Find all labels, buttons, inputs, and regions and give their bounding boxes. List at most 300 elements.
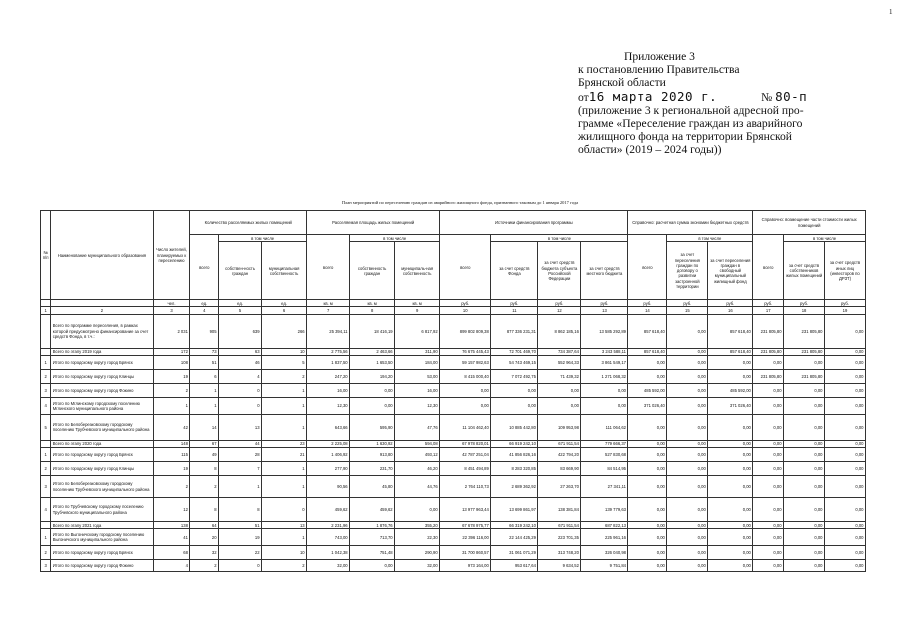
value-cell: 115 bbox=[153, 448, 190, 462]
area-private-header: собственность граждан bbox=[350, 242, 395, 300]
value-cell: 0,00 bbox=[538, 383, 581, 397]
value-cell: 194,20 bbox=[350, 369, 395, 383]
value-cell: 0,00 bbox=[708, 462, 753, 476]
municipality-name: Итого по городскому округу город Брянск bbox=[51, 448, 153, 462]
column-number-cell: 12 bbox=[538, 307, 581, 314]
appendix-header bbox=[578, 50, 888, 157]
value-cell: 5 bbox=[262, 355, 307, 369]
value-cell: 72 701 469,70 bbox=[491, 348, 538, 355]
value-cell: 905 bbox=[190, 314, 219, 348]
value-cell: 0,00 bbox=[628, 448, 667, 462]
value-cell: 41 bbox=[153, 529, 190, 546]
value-cell: 290,90 bbox=[395, 546, 440, 560]
value-cell: 0,00 bbox=[825, 522, 866, 529]
value-cell: 1 bbox=[190, 383, 219, 397]
value-cell: 485 592,00 bbox=[708, 383, 753, 397]
value-cell: 2 bbox=[190, 476, 219, 498]
value-cell: 0,00 bbox=[350, 560, 395, 572]
value-cell: 0,00 bbox=[581, 383, 628, 397]
value-cell: 18 416,19 bbox=[350, 314, 395, 348]
handwritten-date: 16 марта 2020 г. bbox=[588, 88, 718, 104]
value-cell: 0,00 bbox=[667, 560, 708, 572]
value-cell: 0,00 bbox=[667, 314, 708, 348]
table-title: План мероприятий по переселению граждан из аварийного жилищного фонда, признанного таковым до 1 января 2017 года bbox=[341, 200, 579, 205]
value-cell: 4 bbox=[153, 560, 190, 572]
municipality-name: Итого по Трубчевскому городскому поселению Трубчевского муниципального района bbox=[51, 498, 153, 522]
value-cell: 71 439,32 bbox=[538, 369, 581, 383]
value-cell: 31 700 860,57 bbox=[440, 546, 491, 560]
column-number-cell: 11 bbox=[491, 307, 538, 314]
value-cell: 2 225,08 bbox=[307, 440, 350, 447]
value-cell: 12 bbox=[153, 498, 190, 522]
value-cell: 0,00 bbox=[825, 355, 866, 369]
value-cell: 247,20 bbox=[307, 369, 350, 383]
value-cell: 0,00 bbox=[784, 522, 825, 529]
value-cell: 225 961,16 bbox=[581, 529, 628, 546]
value-cell: 2 764 110,73 bbox=[440, 476, 491, 498]
row-number bbox=[41, 348, 51, 355]
row-number: 2 bbox=[41, 546, 51, 560]
unit-cell: руб. bbox=[667, 300, 708, 307]
unit-cell: ед. bbox=[262, 300, 307, 307]
value-cell: 8 bbox=[219, 498, 262, 522]
value-cell: 20 bbox=[190, 529, 219, 546]
value-cell: 44 bbox=[219, 440, 262, 447]
value-cell: 1 bbox=[262, 529, 307, 546]
area-incl-header: в том числе bbox=[350, 235, 440, 242]
value-cell: 0,00 bbox=[708, 369, 753, 383]
value-cell: 27 263,70 bbox=[538, 476, 581, 498]
municipality-name: Итого по городскому округу город Клинцы bbox=[51, 369, 153, 383]
col-header-number: № п/п bbox=[41, 211, 51, 300]
value-cell: 0,00 bbox=[784, 476, 825, 498]
column-number-cell: 17 bbox=[753, 307, 784, 314]
value-cell: 0,00 bbox=[628, 414, 667, 440]
value-cell: 0,00 bbox=[753, 462, 784, 476]
value-cell: 671 911,54 bbox=[538, 522, 581, 529]
column-number-cell: 16 bbox=[708, 307, 753, 314]
value-cell: 0,00 bbox=[753, 355, 784, 369]
table-row bbox=[41, 476, 866, 498]
date-prefix: от bbox=[578, 90, 589, 104]
unit-cell: руб. bbox=[628, 300, 667, 307]
rooms-private-header: собствен-ность граждан bbox=[219, 242, 262, 300]
table-row bbox=[41, 448, 866, 462]
value-cell: 22 144 425,29 bbox=[491, 529, 538, 546]
table-body bbox=[41, 314, 866, 572]
row-number: 3 bbox=[41, 560, 51, 572]
column-number-cell: 3 bbox=[153, 307, 190, 314]
value-cell: 49 bbox=[190, 448, 219, 462]
value-cell: 51 bbox=[190, 355, 219, 369]
value-cell: 0,00 bbox=[784, 440, 825, 447]
column-number-cell: 8 bbox=[350, 307, 395, 314]
unit-cell: ед. bbox=[219, 300, 262, 307]
row-number: 4 bbox=[41, 498, 51, 522]
value-cell: 0 bbox=[219, 383, 262, 397]
value-cell: 25 394,11 bbox=[307, 314, 350, 348]
header-line-date bbox=[578, 90, 888, 104]
value-cell: 0,00 bbox=[628, 355, 667, 369]
value-cell: 8 862 185,16 bbox=[538, 314, 581, 348]
table-row bbox=[41, 355, 866, 369]
unit-cell: чел. bbox=[153, 300, 190, 307]
value-cell: 0,00 bbox=[708, 476, 753, 498]
value-cell: 2 231,96 bbox=[307, 522, 350, 529]
value-cell: 41 856 826,16 bbox=[491, 448, 538, 462]
column-number-cell: 2 bbox=[51, 307, 153, 314]
value-cell: 0,00 bbox=[491, 397, 538, 414]
row-number: 3 bbox=[41, 383, 51, 397]
value-cell: 23 bbox=[262, 440, 307, 447]
value-cell: 0,00 bbox=[753, 440, 784, 447]
value-cell: 2 bbox=[262, 560, 307, 572]
value-cell: 899 802 809,38 bbox=[440, 314, 491, 348]
number-label: № bbox=[761, 90, 773, 104]
value-cell: 1 406,92 bbox=[307, 448, 350, 462]
value-cell: 83 669,90 bbox=[538, 462, 581, 476]
value-cell: 594,08 bbox=[395, 440, 440, 447]
value-cell: 0,00 bbox=[825, 414, 866, 440]
unit-cell: руб. bbox=[784, 300, 825, 307]
rooms-total-header: всего bbox=[190, 235, 219, 300]
unit-cell: кв. м bbox=[395, 300, 440, 307]
value-cell: 313 748,20 bbox=[538, 546, 581, 560]
value-cell: 639 bbox=[219, 314, 262, 348]
value-cell: 27 341,11 bbox=[581, 476, 628, 498]
value-cell: 9 751,84 bbox=[581, 560, 628, 572]
value-cell: 90,56 bbox=[307, 476, 350, 498]
value-cell: 0,00 bbox=[784, 448, 825, 462]
unit-cell: руб. bbox=[538, 300, 581, 307]
value-cell: 1 876,76 bbox=[350, 522, 395, 529]
value-cell: 0,00 bbox=[708, 414, 753, 440]
source-local-header: за счет средств местного бюджета bbox=[581, 242, 628, 300]
column-number-cell: 5 bbox=[219, 307, 262, 314]
value-cell: 231 805,80 bbox=[784, 348, 825, 355]
column-number-cell: 1 bbox=[41, 307, 51, 314]
value-cell: 0,00 bbox=[784, 462, 825, 476]
table-row bbox=[41, 348, 866, 355]
value-cell: 0,00 bbox=[825, 383, 866, 397]
value-cell: 2 bbox=[153, 383, 190, 397]
value-cell: 1 bbox=[262, 397, 307, 414]
value-cell: 231 805,80 bbox=[784, 314, 825, 348]
value-cell: 0,00 bbox=[753, 414, 784, 440]
value-cell: 73 bbox=[190, 348, 219, 355]
table-head bbox=[41, 211, 866, 300]
ref2-incl-header: в том числе bbox=[784, 235, 866, 242]
value-cell: 0,00 bbox=[440, 383, 491, 397]
sources-total-header: всего bbox=[440, 235, 491, 300]
value-cell: 46,20 bbox=[395, 462, 440, 476]
municipality-name: Итого по городскому округу город Фокино bbox=[51, 560, 153, 572]
unit-cell: ед. bbox=[190, 300, 219, 307]
value-cell: 231 805,80 bbox=[753, 369, 784, 383]
row-number bbox=[41, 314, 51, 348]
unit-cell: руб. bbox=[708, 300, 753, 307]
value-cell: 14 bbox=[190, 414, 219, 440]
row-number: 2 bbox=[41, 462, 51, 476]
value-cell: 0,00 bbox=[628, 498, 667, 522]
value-cell: 0,00 bbox=[784, 397, 825, 414]
value-cell: 138 bbox=[153, 522, 190, 529]
value-cell: 913,80 bbox=[350, 448, 395, 462]
col-header-area: Расселяемая площадь жилых помещений bbox=[307, 211, 440, 235]
value-cell: 0,00 bbox=[667, 383, 708, 397]
value-cell: 0,00 bbox=[667, 529, 708, 546]
value-cell: 0,00 bbox=[395, 498, 440, 522]
value-cell: 16,00 bbox=[395, 383, 440, 397]
source-fund-header: за счет средств Фонда bbox=[491, 242, 538, 300]
value-cell: 1 bbox=[153, 397, 190, 414]
unit-cell bbox=[41, 300, 51, 307]
value-cell: 0,00 bbox=[667, 546, 708, 560]
value-cell: 857 618,40 bbox=[628, 348, 667, 355]
municipality-name: Итого по городскому округу город Фокино bbox=[51, 383, 153, 397]
row-number: 1 bbox=[41, 448, 51, 462]
handwritten-number: 80-п bbox=[775, 88, 808, 104]
value-cell: 0,00 bbox=[350, 397, 395, 414]
value-cell: 0,00 bbox=[628, 529, 667, 546]
value-cell: 779 666,37 bbox=[581, 440, 628, 447]
value-cell: 231 805,80 bbox=[753, 314, 784, 348]
municipality-name: Итого по Белоберезковскому городскому поселению Трубчевского муниципального района bbox=[51, 476, 153, 498]
value-cell: 0,00 bbox=[667, 397, 708, 414]
value-cell: 0,00 bbox=[825, 448, 866, 462]
value-cell: 2 031 bbox=[153, 314, 190, 348]
value-cell: 0,00 bbox=[825, 546, 866, 560]
row-number: 5 bbox=[41, 414, 51, 440]
value-cell: 54 743 469,15 bbox=[491, 355, 538, 369]
value-cell: 8 451 494,89 bbox=[440, 462, 491, 476]
table-row bbox=[41, 529, 866, 546]
ref2-total-header: всего bbox=[753, 235, 784, 300]
table-row bbox=[41, 546, 866, 560]
value-cell: 687 822,13 bbox=[581, 522, 628, 529]
header-line-6: грамме «Переселение граждан из аварийного bbox=[578, 117, 803, 131]
value-cell: 0,00 bbox=[784, 560, 825, 572]
value-cell: 42 bbox=[153, 414, 190, 440]
value-cell: 2 775,56 bbox=[307, 348, 350, 355]
value-cell: 953 617,64 bbox=[491, 560, 538, 572]
units-row bbox=[41, 300, 866, 307]
value-cell: 0,00 bbox=[708, 522, 753, 529]
value-cell: 2 bbox=[190, 560, 219, 572]
value-cell: 10 bbox=[262, 546, 307, 560]
value-cell: 0,00 bbox=[825, 397, 866, 414]
value-cell: 6 817,92 bbox=[395, 314, 440, 348]
municipality-name: Итого по Выгоничскому городскому поселению Выгоничского муниципального района bbox=[51, 529, 153, 546]
row-number bbox=[41, 522, 51, 529]
value-cell: 4 bbox=[219, 369, 262, 383]
page-number: 1 bbox=[889, 8, 893, 16]
ref1-incl-header: в том числе bbox=[667, 235, 753, 242]
municipality-name: Всего по этапу 2020 года bbox=[51, 440, 153, 447]
unit-cell: руб. bbox=[440, 300, 491, 307]
unit-cell: кв. м bbox=[350, 300, 395, 307]
value-cell: 0,00 bbox=[708, 560, 753, 572]
value-cell: 84 514,95 bbox=[581, 462, 628, 476]
value-cell: 0,00 bbox=[667, 522, 708, 529]
value-cell: 0,00 bbox=[784, 383, 825, 397]
header-line-7: жилищного фонда на территории Брянской bbox=[578, 130, 793, 144]
value-cell: 6 bbox=[190, 369, 219, 383]
value-cell: 10 885 442,80 bbox=[491, 414, 538, 440]
municipality-name: Итого по Белоберезковскому городскому поселению Трубчевского муниципального района bbox=[51, 414, 153, 440]
value-cell: 0,00 bbox=[708, 546, 753, 560]
value-cell: 0,00 bbox=[753, 498, 784, 522]
value-cell: 0,00 bbox=[753, 546, 784, 560]
value-cell: 7 bbox=[219, 462, 262, 476]
header-line-5: (приложение 3 к региональной адресной про- bbox=[578, 103, 804, 117]
value-cell: 7 072 492,75 bbox=[491, 369, 538, 383]
value-cell: 12,30 bbox=[307, 397, 350, 414]
value-cell: 371 026,40 bbox=[628, 397, 667, 414]
value-cell: 1 837,50 bbox=[307, 355, 350, 369]
value-cell: 0,00 bbox=[825, 440, 866, 447]
col-header-name: Наименование муниципального образования bbox=[51, 211, 153, 300]
value-cell: 485 592,00 bbox=[628, 383, 667, 397]
col-header-reference-compensation: Справочно: возмещение части стоимости жилых помещений bbox=[753, 211, 866, 235]
value-cell: 111 064,62 bbox=[581, 414, 628, 440]
value-cell: 0,00 bbox=[667, 476, 708, 498]
value-cell: 1 271 068,32 bbox=[581, 369, 628, 383]
table-row bbox=[41, 414, 866, 440]
unit-cell: руб. bbox=[825, 300, 866, 307]
value-cell: 1 bbox=[262, 414, 307, 440]
ref1-total-header: всего bbox=[628, 235, 667, 300]
value-cell: 371 026,40 bbox=[708, 397, 753, 414]
ref1-municipal-fund-header: за счет переселения граждан в свободный муниципальный жилищный фонд bbox=[708, 242, 753, 300]
value-cell: 0,00 bbox=[628, 476, 667, 498]
col-header-residents: Число жителей, планируемых к переселению bbox=[153, 211, 190, 300]
table-row bbox=[41, 314, 866, 348]
value-cell: 44,76 bbox=[395, 476, 440, 498]
source-subject-header: за счет средств бюджета субъекта Российской Федерации bbox=[538, 242, 581, 300]
column-number-cell: 10 bbox=[440, 307, 491, 314]
column-number-cell: 14 bbox=[628, 307, 667, 314]
value-cell: 46 bbox=[219, 355, 262, 369]
value-cell: 231,70 bbox=[350, 462, 395, 476]
value-cell: 0,00 bbox=[581, 397, 628, 414]
value-cell: 67 678 975,77 bbox=[440, 522, 491, 529]
value-cell: 1 653,50 bbox=[350, 355, 395, 369]
table-row bbox=[41, 383, 866, 397]
ref1-development-header: за счет переселения граждан по договору о развитии застроенной территории bbox=[667, 242, 708, 300]
header-line-appendix: Приложение 3 bbox=[624, 50, 695, 63]
value-cell: 28 bbox=[219, 448, 262, 462]
value-cell: 857 618,40 bbox=[628, 314, 667, 348]
value-cell: 0,00 bbox=[667, 355, 708, 369]
municipality-name: Итого по городскому округу город Брянск bbox=[51, 355, 153, 369]
value-cell: 0,00 bbox=[825, 529, 866, 546]
value-cell: 422 794,20 bbox=[538, 448, 581, 462]
value-cell: 22 bbox=[219, 546, 262, 560]
value-cell: 32 bbox=[190, 546, 219, 560]
value-cell: 8 283 320,85 bbox=[491, 462, 538, 476]
area-total-header: всего bbox=[307, 235, 350, 300]
ref2-investors-header: за счет средств иных лиц (инвесторов по ДРЗТ) bbox=[825, 242, 866, 300]
table-row bbox=[41, 397, 866, 414]
value-cell: 231 805,80 bbox=[753, 348, 784, 355]
value-cell: 0,00 bbox=[708, 440, 753, 447]
value-cell: 0,00 bbox=[538, 397, 581, 414]
value-cell: 743,00 bbox=[307, 529, 350, 546]
col-header-sources: Источники финансирования программы bbox=[440, 211, 628, 235]
value-cell: 13 977 963,44 bbox=[440, 498, 491, 522]
value-cell: 671 911,54 bbox=[538, 440, 581, 447]
ref2-owners-header: за счет средств собственников жилых помещений bbox=[784, 242, 825, 300]
value-cell: 311,90 bbox=[395, 348, 440, 355]
unit-cell: руб. bbox=[491, 300, 538, 307]
value-cell: 16,00 bbox=[307, 383, 350, 397]
value-cell: 8 bbox=[190, 462, 219, 476]
value-cell: 76 675 445,43 bbox=[440, 348, 491, 355]
value-cell: 0,00 bbox=[784, 546, 825, 560]
header-line-8: области» (2019 – 2024 годы)) bbox=[578, 143, 722, 157]
value-cell: 13 bbox=[262, 522, 307, 529]
value-cell: 13 585 292,89 bbox=[581, 314, 628, 348]
value-cell: 0,00 bbox=[667, 448, 708, 462]
value-cell: 713,70 bbox=[350, 529, 395, 546]
area-municipal-header: муниципаль-ная собственность bbox=[395, 242, 440, 300]
value-cell: 47,76 bbox=[395, 414, 440, 440]
column-number-cell: 7 bbox=[307, 307, 350, 314]
value-cell: 32,00 bbox=[307, 560, 350, 572]
value-cell: 527 830,68 bbox=[581, 448, 628, 462]
value-cell: 231 805,80 bbox=[784, 369, 825, 383]
row-number: 2 bbox=[41, 369, 51, 383]
value-cell: 9 634,52 bbox=[538, 560, 581, 572]
table-row bbox=[41, 498, 866, 522]
value-cell: 59 157 982,63 bbox=[440, 355, 491, 369]
value-cell: 68 bbox=[153, 546, 190, 560]
column-number-cell: 13 bbox=[581, 307, 628, 314]
column-numbers-row bbox=[41, 307, 866, 314]
table-row bbox=[41, 462, 866, 476]
value-cell: 0,00 bbox=[825, 348, 866, 355]
value-cell: 1 bbox=[262, 383, 307, 397]
value-cell: 0,00 bbox=[784, 529, 825, 546]
value-cell: 13 699 861,97 bbox=[491, 498, 538, 522]
column-number-cell: 9 bbox=[395, 307, 440, 314]
value-cell: 223 701,35 bbox=[538, 529, 581, 546]
value-cell: 0,00 bbox=[825, 498, 866, 522]
table-row bbox=[41, 560, 866, 572]
value-cell: 0,00 bbox=[825, 369, 866, 383]
value-cell: 0,00 bbox=[628, 440, 667, 447]
value-cell: 13 bbox=[219, 414, 262, 440]
value-cell: 0,00 bbox=[350, 383, 395, 397]
value-cell: 0,00 bbox=[753, 383, 784, 397]
municipality-name: Итого по Мглинскому городскому поселению Мглинского муниципального района bbox=[51, 397, 153, 414]
row-number: 4 bbox=[41, 397, 51, 414]
value-cell: 0,00 bbox=[753, 529, 784, 546]
row-number: 1 bbox=[41, 529, 51, 546]
value-cell: 12,30 bbox=[395, 397, 440, 414]
value-cell: 857 618,40 bbox=[708, 348, 753, 355]
column-number-cell: 18 bbox=[784, 307, 825, 314]
value-cell: 1 bbox=[219, 476, 262, 498]
value-cell: 0,00 bbox=[667, 462, 708, 476]
value-cell: 67 978 820,01 bbox=[440, 440, 491, 447]
row-number bbox=[41, 440, 51, 447]
value-cell: 0,00 bbox=[753, 476, 784, 498]
value-cell: 0,00 bbox=[628, 369, 667, 383]
value-cell: 0,00 bbox=[825, 476, 866, 498]
value-cell: 266 bbox=[262, 314, 307, 348]
